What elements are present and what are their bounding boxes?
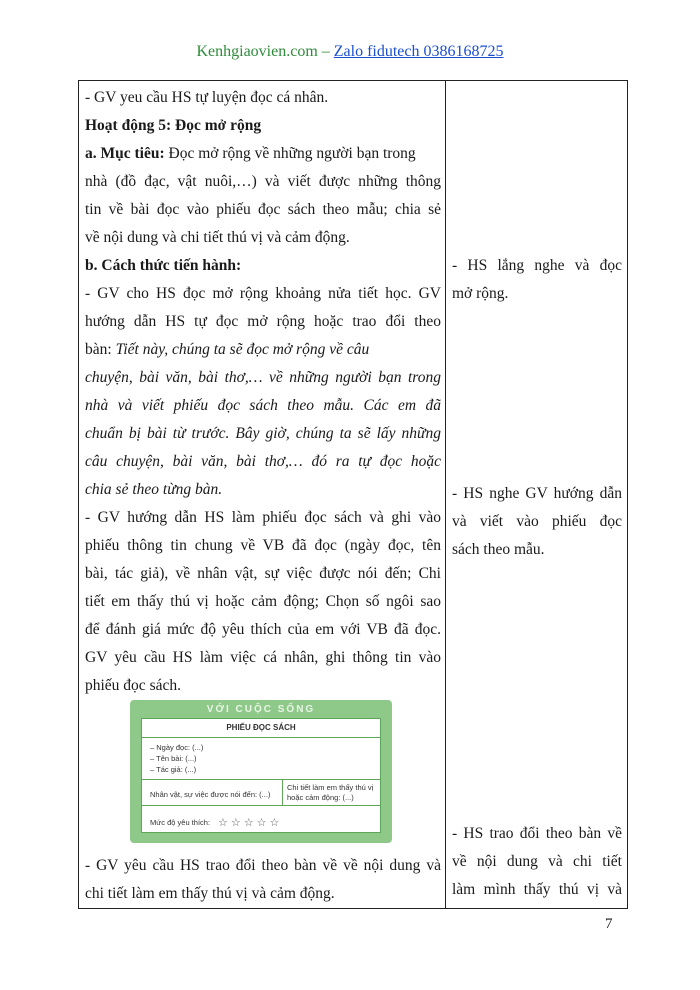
left-line-15: chia sẻ theo từng bàn. <box>85 481 223 498</box>
left-line-8: - GV cho HS đọc mở rộng khoảng nửa tiết học. GV <box>85 285 441 302</box>
left-line-22: phiếu đọc sách. <box>85 677 181 694</box>
right-line-1: - HS lắng nghe và đọc <box>452 257 622 274</box>
left-line-13: chuẩn bị bài từ trước. Bây giờ, chúng ta sẽ lấy những <box>85 425 441 442</box>
activity-heading: Hoạt động 5: Đọc mở rộng <box>85 117 262 134</box>
site-name[interactable]: Kenhgiaovien.com <box>196 43 318 60</box>
right-line-6: - HS trao đổi theo bàn về <box>452 825 622 842</box>
column-divider <box>445 80 446 909</box>
header-dash: – <box>321 43 330 60</box>
objective-line <box>85 144 441 164</box>
left-line-18: bài, tác giả), về nhân vật, sự việc được nói đến; Chi <box>85 565 441 582</box>
card-divider-1 <box>142 779 380 780</box>
card-detail-2: hoặc cảm động: (...) <box>287 793 354 802</box>
reading-card <box>130 700 392 843</box>
card-detail-1: Chi tiết làm em thấy thú vị <box>287 783 374 792</box>
page-header <box>0 43 700 61</box>
card-banner: VỚI CUỘC SỐNG <box>206 704 316 715</box>
left-line-9: hướng dẫn HS tự đọc mở rộng hoặc trao đổi theo <box>85 313 441 330</box>
left-line-17: phiếu thông tin chung về VB đã đọc (ngày đọc, tên <box>85 537 441 554</box>
card-divider-2 <box>142 805 380 806</box>
left-line-24: chi tiết làm em thấy thú vị và cảm động. <box>85 885 335 902</box>
card-author: – Tác giả: (...) <box>150 765 197 774</box>
left-line-1: - GV yeu cầu HS tự luyện đọc cá nhân. <box>85 89 329 106</box>
right-line-7: về nội dung và chi tiết <box>452 853 622 870</box>
left-line-20: để đánh giá mức độ yêu thích của em với VB đã đọc. <box>85 621 441 638</box>
left-line-11: chuyện, bài văn, bài thơ,… về những người bạn trong <box>85 369 441 386</box>
right-line-5: sách theo mẫu. <box>452 541 545 558</box>
card-inner <box>141 718 381 833</box>
page-number: 7 <box>605 916 613 932</box>
left-line-5: tin về bài đọc vào phiếu đọc sách theo mẫu; chia sẻ <box>85 201 441 218</box>
left-line-14: câu chuyện, bài văn, bài thơ,… đó ra tự đọc hoặc <box>85 453 441 470</box>
procedure-heading: b. Cách thức tiến hành: <box>85 257 242 274</box>
zalo-link[interactable]: Zalo fidutech 0386168725 <box>333 43 504 60</box>
card-title: PHIẾU ĐỌC SÁCH <box>142 719 380 738</box>
card-divider-v <box>282 779 283 805</box>
card-rating: Mức độ yêu thích: <box>150 818 211 827</box>
left-line-10-plain: bàn: <box>85 341 116 358</box>
rating-stars-icon: ☆☆☆☆☆ <box>218 817 283 829</box>
left-line-16: - GV hướng dẫn HS làm phiếu đọc sách và ghi vào <box>85 509 441 526</box>
left-line-12: nhà và viết phiếu đọc sách theo mẫu. Các em đã <box>85 397 441 414</box>
objective-label: a. Mục tiêu: <box>85 145 165 162</box>
left-line-19: tiết em thấy thú vị hoặc cảm động; Chọn số ngôi sao <box>85 593 441 610</box>
left-line-6: về nội dung và chi tiết thú vị và cảm động. <box>85 229 350 246</box>
card-name: – Tên bài: (...) <box>150 754 197 763</box>
card-date: – Ngày đọc: (...) <box>150 743 204 752</box>
left-line-21: GV yêu cầu HS làm việc cá nhân, ghi thông tin vào <box>85 649 441 666</box>
left-line-10-italic: Tiết này, chúng ta sẽ đọc mở rộng về câu <box>115 341 370 358</box>
right-line-2: mở rộng. <box>452 285 509 302</box>
left-line-23: - GV yêu cầu HS trao đổi theo bàn về về nội dung và <box>85 857 441 874</box>
card-characters: Nhân vật, sự việc được nói đến: (...) <box>150 790 271 799</box>
right-line-3: - HS nghe GV hướng dẫn <box>452 485 622 502</box>
right-line-4: và viết vào phiếu đọc <box>452 513 622 530</box>
left-line-10 <box>85 340 441 360</box>
objective-text: Đọc mở rộng về những người bạn trong <box>164 145 416 162</box>
left-line-4: nhà (đồ đạc, vật nuôi,…) và viết được những thông <box>85 173 441 190</box>
right-line-8: làm mình thấy thú vị và <box>452 881 622 898</box>
